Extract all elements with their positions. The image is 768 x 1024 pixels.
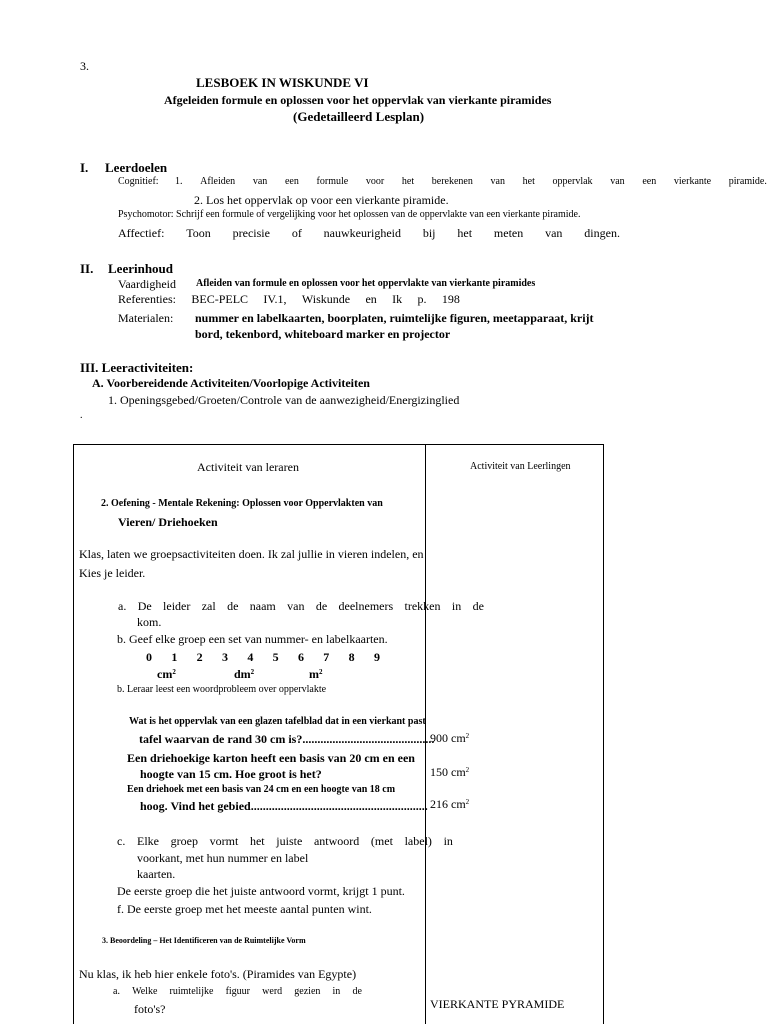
word: van [252, 176, 268, 187]
table-top-border [73, 444, 604, 445]
word: het [401, 176, 415, 187]
word: deelnemers [338, 599, 394, 613]
word: van [610, 176, 625, 187]
question-a [113, 986, 362, 997]
instruction-c-2: voorkant, met hun nummer en label [137, 851, 309, 865]
word: vormt [209, 834, 239, 848]
word: Welke [132, 986, 158, 997]
skill-text: Afleiden van formule en oplossen voor het oppervlakte van vierkante piramides [196, 278, 536, 289]
word: het [522, 176, 535, 187]
unit-card: $cm^2$ [157, 667, 176, 681]
problem-1-answer: 900 $cm^2$ [430, 731, 470, 745]
word: Toon [186, 226, 211, 240]
word: de [227, 599, 239, 613]
assessment-title: 3. Beoordeling – Het Identificeren van de Ruimtelijke Vorm [102, 936, 306, 945]
word: Referenties: [118, 292, 176, 306]
problem-3-line-1: Een driehoek met een basis van 24 cm en een hoogte van 18 cm [127, 784, 396, 795]
word: bij [422, 226, 436, 240]
skill-label: Vaardigheid [118, 277, 176, 291]
word: van [287, 599, 305, 613]
instruction-b: b. Geef elke groep een set van nummer- en labelkaarten. [117, 632, 388, 646]
word: 198 [441, 292, 460, 306]
word: 0 [146, 650, 152, 664]
psychomotor-objective: Psychomotor: Schrijf een formule of vergelijking voor het oplossen van de oppervlakte van een vierkante piramide. [118, 209, 581, 220]
cognitive-objective-1 [175, 176, 767, 187]
exercise-title-2: Vieren/ Driehoeken [118, 515, 218, 529]
page-number: 3. [80, 59, 89, 73]
stray-dot: . [80, 410, 83, 421]
word: p. [417, 292, 427, 306]
document-title: LESBOEK IN WISKUNDE VI [196, 75, 369, 90]
materials-line-1: nummer en labelkaarten, boorplaten, ruimtelijke figuren, meetapparaat, krijt [195, 311, 594, 325]
word: werd [262, 986, 283, 997]
word: vierkante [673, 176, 712, 187]
word: a. [113, 986, 120, 997]
word: van [545, 226, 563, 240]
word: 9 [373, 650, 380, 664]
word: 1 [171, 650, 178, 664]
photos-intro: Nu klas, ik heb hier enkele foto's. (Piramides van Egypte) [79, 967, 357, 981]
word: zal [201, 599, 216, 613]
word: in [443, 834, 453, 848]
word: dingen. [584, 226, 620, 240]
word: meten [493, 226, 524, 240]
number-cards [146, 650, 380, 665]
problem-2-line-1: Een driehoekige karton heeft een basis van 20 cm en een [127, 751, 415, 765]
word: piramide. [728, 176, 767, 187]
word: gezien [294, 986, 321, 997]
column-header-students: Activiteit van Leerlingen [470, 461, 571, 472]
problem-2-answer: 150 $cm^2$ [430, 765, 470, 779]
word: precisie [232, 226, 270, 240]
word: Elke [136, 834, 159, 848]
section2-number: II. [80, 261, 94, 276]
plan-type: (Gedetailleerd Lesplan) [293, 109, 425, 124]
word: leider [163, 599, 191, 613]
answer-a: VIERKANTE PYRAMIDE [430, 997, 565, 1011]
word: een [284, 176, 299, 187]
word: Ik [392, 292, 403, 306]
word: de [472, 599, 484, 613]
word: IV.1, [263, 292, 287, 306]
instruction-c [117, 834, 453, 849]
affective-objective [118, 226, 620, 241]
word: voor [365, 176, 385, 187]
column-header-teacher: Activiteit van leraren [197, 460, 299, 474]
word: in [332, 986, 341, 997]
instruction-a [118, 599, 484, 614]
word: het [249, 834, 265, 848]
question-a-2: foto's? [134, 1002, 166, 1016]
cognitive-label: Cognitief: [118, 176, 159, 187]
rule-2: f. De eerste groep met het meeste aantal punten wint. [117, 902, 372, 916]
references [118, 292, 460, 307]
word: figuur [225, 986, 251, 997]
problem-3-answer: 216 $cm^2$ [430, 797, 470, 811]
word: een [642, 176, 657, 187]
word: oppervlak [552, 176, 593, 187]
activity-item-1: 1. Openingsgebed/Groeten/Controle van de aanwezigheid/Energizinglied [108, 393, 460, 407]
problem-1-line-2: tafel waarvan de rand 30 cm is?............................................ [139, 732, 435, 746]
cognitive-objective-2: 2. Los het oppervlak op voor een vierkante piramide. [194, 193, 449, 207]
word: 6 [297, 650, 304, 664]
section1-heading: Leerdoelen [105, 160, 168, 175]
word: De [137, 599, 152, 613]
instruction-c-3: kaarten. [137, 867, 176, 881]
problem-1-line-1: Wat is het oppervlak van een glazen tafelblad dat in een vierkant past [129, 716, 426, 727]
word: 4 [247, 650, 254, 664]
word: Wiskunde [301, 292, 351, 306]
word: 2 [196, 650, 203, 664]
section2-heading: Leerinhoud [108, 261, 174, 276]
word: c. [117, 834, 126, 848]
word: Affectief: [118, 226, 165, 240]
word: de [315, 599, 328, 613]
word: 7 [323, 650, 330, 664]
word: naam [249, 599, 276, 613]
word: in [451, 599, 462, 613]
unit-card: $dm^2$ [234, 667, 255, 681]
word: ruimtelijke [169, 986, 214, 997]
word: Afleiden [200, 176, 236, 187]
section3-heading: III. Leeractiviteiten: [80, 360, 194, 375]
table-left-border [73, 444, 74, 1024]
word: 3 [221, 650, 228, 664]
word: BEC-PELC [191, 292, 249, 306]
intro-line-2: Kies je leider. [79, 566, 146, 580]
document-subtitle: Afgeleiden formule en oplossen voor het oppervlak van vierkante piramides [164, 93, 552, 107]
materials-line-2: bord, tekenbord, whiteboard marker en projector [195, 327, 451, 341]
word: de [352, 986, 362, 997]
word: a. [118, 599, 127, 613]
word: antwoord [313, 834, 360, 848]
instruction-b2: b. Leraar leest een woordprobleem over oppervlakte [117, 684, 327, 695]
word: label) [404, 834, 432, 848]
section1-number: I. [80, 160, 89, 175]
problem-2-line-2: hoogte van 15 cm. Hoe groot is het? [140, 767, 322, 781]
section3-sub-a: A. Voorbereidende Activiteiten/Voorlopige Activiteiten [92, 376, 370, 390]
word: en [365, 292, 377, 306]
word: 5 [272, 650, 279, 664]
word: trekken [404, 599, 441, 613]
word: groep [170, 834, 198, 848]
word: nauwkeurigheid [323, 226, 401, 240]
word: (met [370, 834, 393, 848]
word: 1. [175, 176, 183, 187]
word: formule [316, 176, 349, 187]
word: 8 [348, 650, 355, 664]
word: berekenen [431, 176, 473, 187]
table-right-border [603, 444, 604, 1024]
word: of [291, 226, 302, 240]
instruction-a-2: kom. [137, 615, 162, 629]
materials-label: Materialen: [118, 311, 174, 325]
rule-1: De eerste groep die het juiste antwoord vormt, krijgt 1 punt. [117, 884, 405, 898]
unit-card: $m^2$ [309, 667, 323, 681]
word: van [490, 176, 505, 187]
intro-line-1: Klas, laten we groepsactiviteiten doen. Ik zal jullie in vieren indelen, en [79, 547, 424, 561]
problem-3-line-2: hoog. Vind het gebied........................................................... [140, 799, 428, 813]
exercise-title: 2. Oefening - Mentale Rekening: Oplossen voor Oppervlakten van [101, 498, 383, 509]
word: juiste [276, 834, 303, 848]
word: het [457, 226, 473, 240]
